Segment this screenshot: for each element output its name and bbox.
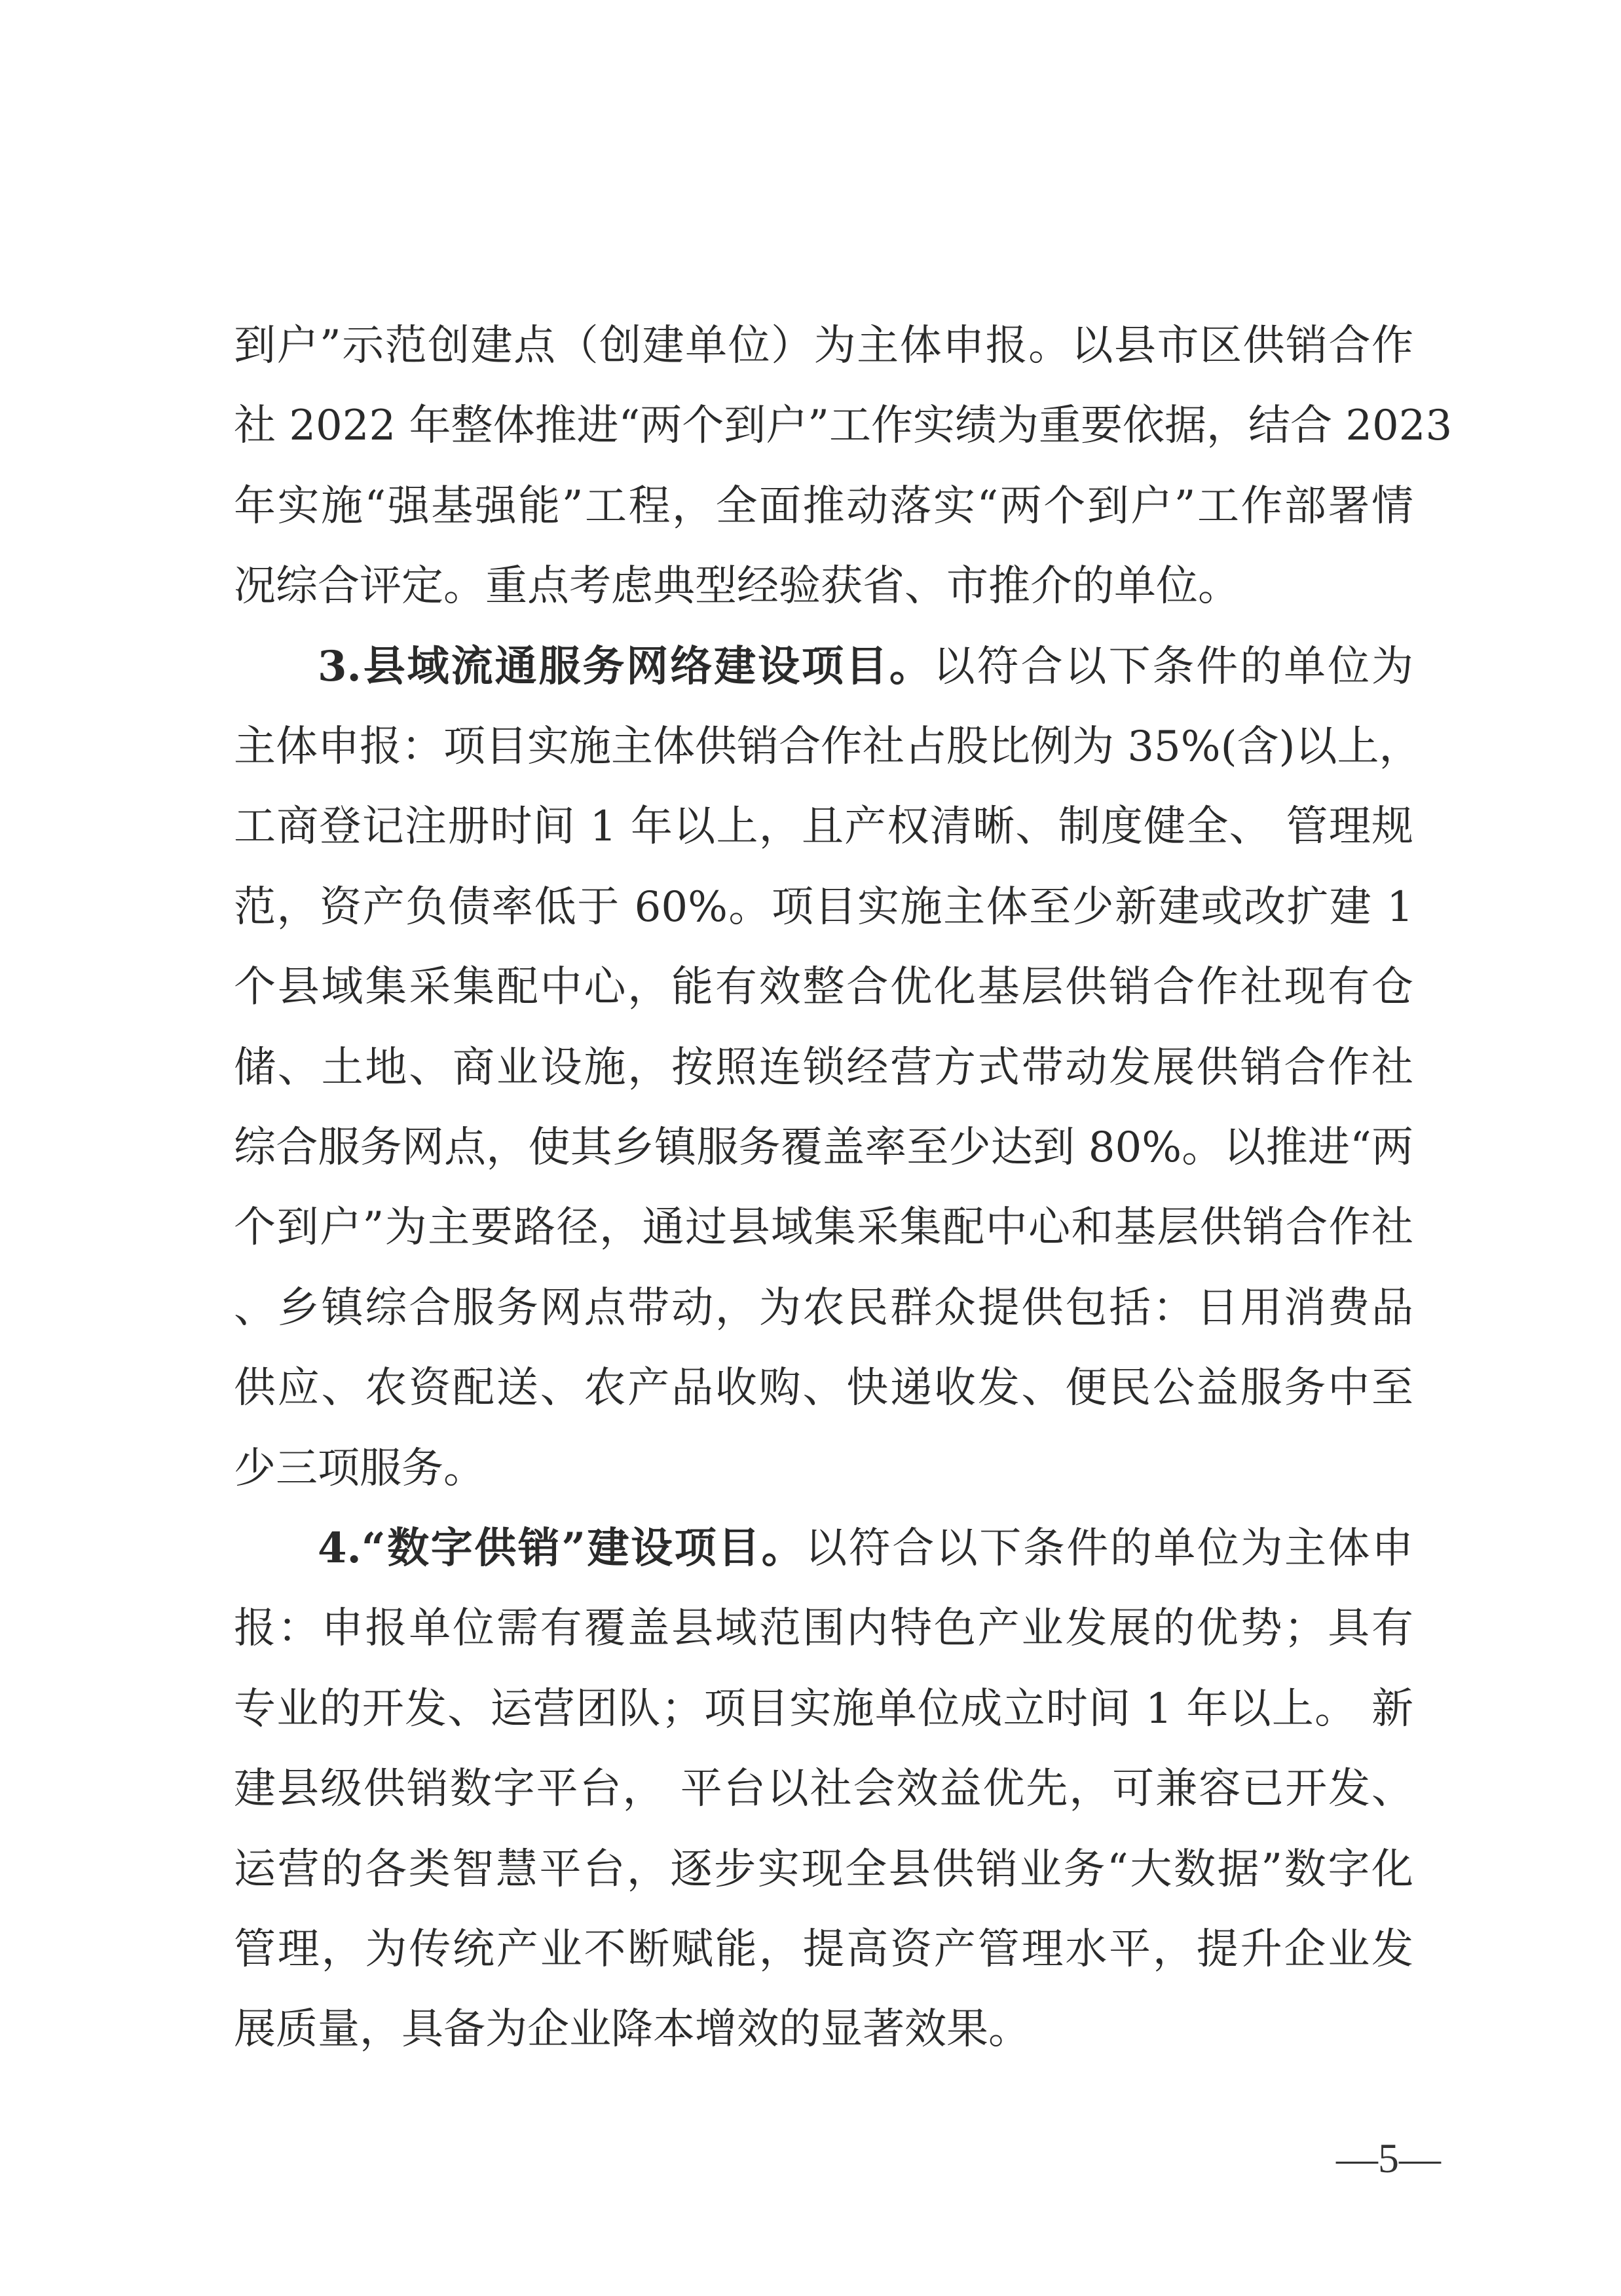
text-line bbox=[234, 477, 1413, 536]
text-line bbox=[234, 878, 1413, 937]
line-text: 况综合评定。重点考虑典型经验获省、市推介的单位。 bbox=[234, 562, 1240, 611]
text-line bbox=[234, 1359, 1413, 1418]
line-text: 建县级供销数字平台， 平台以社会效益优先，可兼容已开发、 bbox=[234, 1765, 1413, 1814]
text-line bbox=[234, 1760, 1413, 1818]
line-text: 社 2022 年整体推进“两个到户”工作实绩为重要依据，结合 2023 bbox=[234, 402, 1453, 451]
line-text: 工商登记注册时间 1 年以上，且产权清晰、制度健全、 管理规 bbox=[234, 802, 1413, 852]
section-heading: 4.“数字供销”建设项目。 bbox=[318, 1524, 806, 1573]
line-text: 管理，为传统产业不断赋能，提高资产管理水平，提升企业发 bbox=[234, 1925, 1413, 1974]
text-line bbox=[234, 557, 1413, 616]
text-line bbox=[234, 1038, 1413, 1097]
text-line bbox=[234, 2000, 1413, 2059]
text-line bbox=[318, 1519, 1413, 1578]
line-text: 个县域集采集配中心，能有效整合优化基层供销合作社现有仓 bbox=[234, 963, 1413, 1012]
text-line bbox=[234, 1118, 1413, 1177]
text-line bbox=[234, 1599, 1413, 1658]
text-line bbox=[234, 958, 1413, 1017]
page-number: —5— bbox=[1336, 2135, 1441, 2181]
line-text: 到户”示范创建点（创建单位）为主体申报。以县市区供销合作 bbox=[234, 322, 1413, 370]
text-line bbox=[234, 1198, 1413, 1257]
text-line bbox=[318, 637, 1413, 696]
text-line bbox=[234, 1920, 1413, 1979]
text-line bbox=[234, 396, 1453, 455]
line-text: 主体申报：项目实施主体供销合作社占股比例为 35%(含)以上， bbox=[234, 723, 1421, 771]
text-line bbox=[234, 1279, 1413, 1338]
text-line bbox=[234, 797, 1413, 856]
line-text: 以符合以下条件的单位为主体申 bbox=[805, 1524, 1414, 1573]
text-line bbox=[234, 1439, 1413, 1498]
text-line bbox=[234, 316, 1413, 375]
line-text: 报：申报单位需有覆盖县域范围内特色产业发展的优势；具有 bbox=[234, 1604, 1413, 1653]
section-heading: 3.县域流通服务网络建设项目。 bbox=[318, 641, 933, 691]
line-text: 个到户”为主要路径，通过县域集采集配中心和基层供销合作社 bbox=[234, 1203, 1413, 1252]
line-text: 展质量，具备为企业降本增效的显著效果。 bbox=[234, 2005, 1030, 2054]
line-text: 专业的开发、运营团队；项目实施单位成立时间 1 年以上。 新 bbox=[234, 1684, 1413, 1733]
text-line bbox=[234, 717, 1421, 776]
text-line bbox=[234, 1840, 1413, 1899]
line-text: 储、土地、商业设施，按照连锁经营方式带动发展供销合作社 bbox=[234, 1043, 1413, 1092]
line-text: 少三项服务。 bbox=[234, 1444, 485, 1493]
line-text: 供应、农资配送、农产品收购、快递收发、便民公益服务中至 bbox=[234, 1364, 1413, 1413]
line-text: 运营的各类智慧平台，逐步实现全县供销业务“大数据”数字化 bbox=[234, 1845, 1413, 1894]
line-text: 范，资产负债率低于 60%。项目实施主体至少新建或改扩建 1 bbox=[234, 882, 1413, 932]
line-text: 以符合以下条件的单位为 bbox=[933, 642, 1414, 691]
text-line bbox=[234, 1680, 1413, 1739]
line-text: 年实施“强基强能”工程，全面推动落实“两个到户”工作部署情 bbox=[234, 481, 1413, 531]
line-text: 、乡镇综合服务网点带动，为农民群众提供包括：日用消费品 bbox=[234, 1283, 1413, 1332]
line-text: 综合服务网点，使其乡镇服务覆盖率至少达到 80%。以推进“两 bbox=[234, 1123, 1413, 1172]
